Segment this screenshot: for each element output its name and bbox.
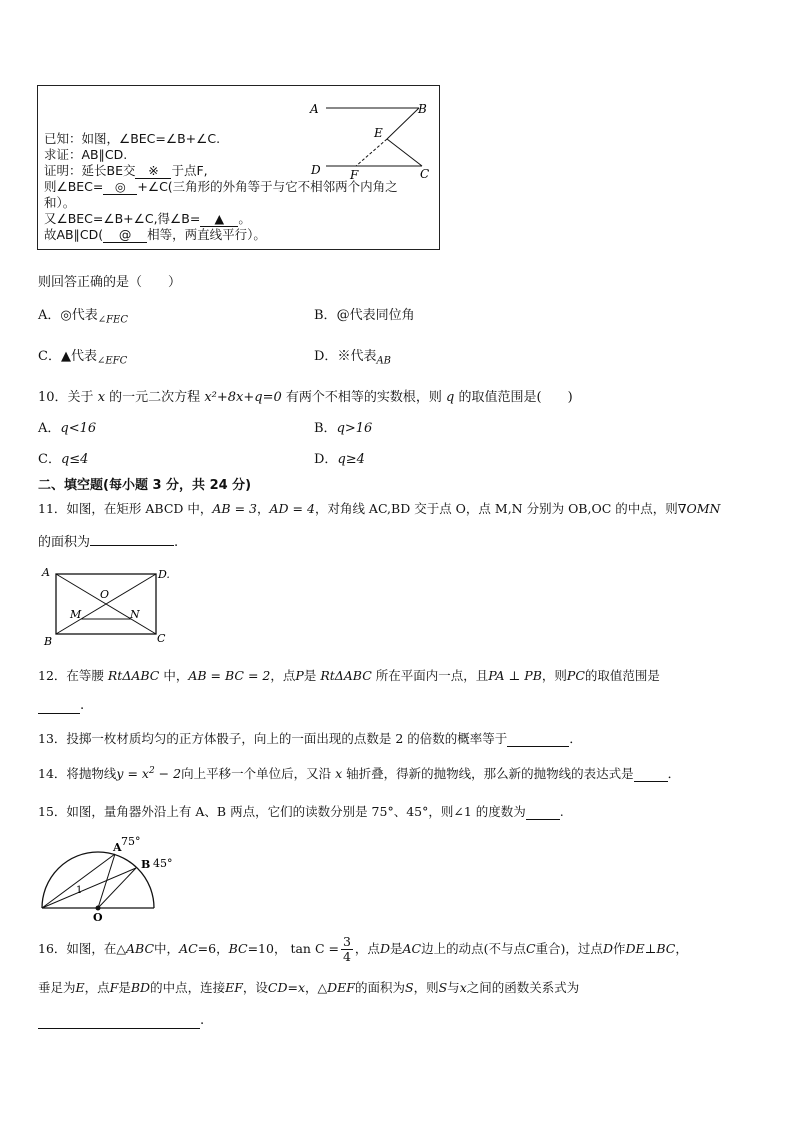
q9-option-a[interactable]: A．◎代表$_{\angle FEC}$ [38,308,129,326]
label-O: O [93,911,103,924]
fraction-three-quarters: $\frac{3}{4}$ [342,934,351,964]
q16-stem-line1: 16．如图，在△ABC中，AC=6，BC=10， tan C = $\frac{3}{4}$ ，点D是AC边上的动点(不与点C重合)，过点D作DE⊥BC， [38,934,688,964]
q13-stem: 13．投掷一枚材质均匀的正方体骰子，向上的一面出现的点数是 2 的倍数的概率等于 ． [38,731,582,746]
proof-to-prove: 求证：AB∥CD. [44,147,128,162]
proof-step-2: 则∠BEC= ◎ +∠C(三角形的外角等于与它不相邻两个内角之 [44,179,398,194]
proof-conclusion: 故AB∥CD( @ 相等，两直线平行）。 [44,227,266,242]
proof-step-3: 又∠BEC=∠B+∠C,得∠B= ▲ 。 [44,211,251,226]
label-A: A [42,566,50,579]
proof-box [37,85,440,250]
label-F: F [350,168,359,182]
label-O: O [100,588,110,601]
proof-step-1: 证明：延长BE交 ※ 于点F, [44,163,208,178]
label-angle-1: 1 [76,885,83,896]
blank-reference-mark: ※ [135,164,171,179]
q12-answer-line: . [38,698,84,714]
q13-answer-blank[interactable] [507,731,569,747]
q10-option-a[interactable]: A．q<16 [38,421,97,436]
q9-option-c[interactable]: C．▲代表$_{\angle EFC}$ [38,349,128,367]
q12-stem: 12．在等腰 RtΔABC 中，AB = BC = 2，点P是 RtΔABC 所在平面内一点，且PA ⊥ PB，则PC的取值范围是 [38,668,660,683]
proof-given: 已知：如图，∠BEC=∠B+∠C. [44,131,221,146]
q10-option-d[interactable]: D．q≥4 [314,452,365,467]
blank-double-circle: ◎ [103,180,137,195]
label-A: A [310,102,319,116]
q11-rectangle-figure [36,562,176,648]
q10-option-c[interactable]: C．q≤4 [38,452,89,467]
q14-stem: 14．将抛物线$y = x^2 - 2$向上平移一个单位后，又沿 x 轴折叠，得新的抛物线，那么新的抛物线的表达式是 ． [38,765,681,781]
parallel-lines-figure [306,94,436,182]
q9-prompt: 则回答正确的是（ ） [38,275,182,290]
q11-stem-line2: 的面积为 . [38,535,179,550]
q12-answer-blank[interactable] [38,698,80,714]
q14-answer-blank[interactable] [634,766,668,782]
q15-answer-blank[interactable] [526,804,560,820]
q11-stem-line1: 11．如图，在矩形 ABCD 中，AB = 3，AD = 4，对角线 AC,BD 交于点 O，点 M,N 分别为 OB,OC 的中点，则∇OMN [38,501,721,516]
section-title-fill-in: 二、填空题(每小题 3 分，共 24 分) [38,478,252,493]
label-D: D [311,163,321,177]
label-N: N [130,608,140,621]
proof-step-2-cont: 和）。 [44,195,76,210]
label-C: C [157,632,166,645]
q15-stem: 15．如图，量角器外沿上有 A、B 两点，它们的读数分别是 75°、45°，则∠1 的度数为 . [38,804,564,819]
q16-answer-line: . [38,1013,204,1029]
q9-option-b[interactable]: B．@代表同位角 [314,308,415,323]
label-E: E [374,126,383,140]
label-B: B [44,635,53,648]
q16-stem-line2: 垂足为E，点F是BD的中点，连接EF，设CD=x，△DEF的面积为S，则S与x之间的函数关系式为 [38,980,580,995]
label-B: B [418,102,427,116]
label-45-degrees: 45° [153,857,173,870]
q11-answer-blank[interactable] [90,545,174,546]
label-D: D. [158,568,170,581]
q16-answer-blank[interactable] [38,1013,200,1029]
label-B: B [141,858,151,871]
q10-stem: 10．关于 x 的一元二次方程 x²+8x+q=0 有两个不相等的实数根，则 q 的取值范围是( ) [38,390,573,405]
label-A: A [113,841,122,854]
q15-protractor-figure [36,830,173,924]
blank-at: @ [103,228,147,243]
q10-option-b[interactable]: B．q>16 [314,421,373,436]
label-M: M [70,608,82,621]
label-C: C [420,167,430,181]
q9-option-d[interactable]: D．※代表$_{AB}$ [314,349,392,367]
blank-triangle: ▲ [200,212,238,227]
label-75-degrees: 75° [121,835,141,848]
